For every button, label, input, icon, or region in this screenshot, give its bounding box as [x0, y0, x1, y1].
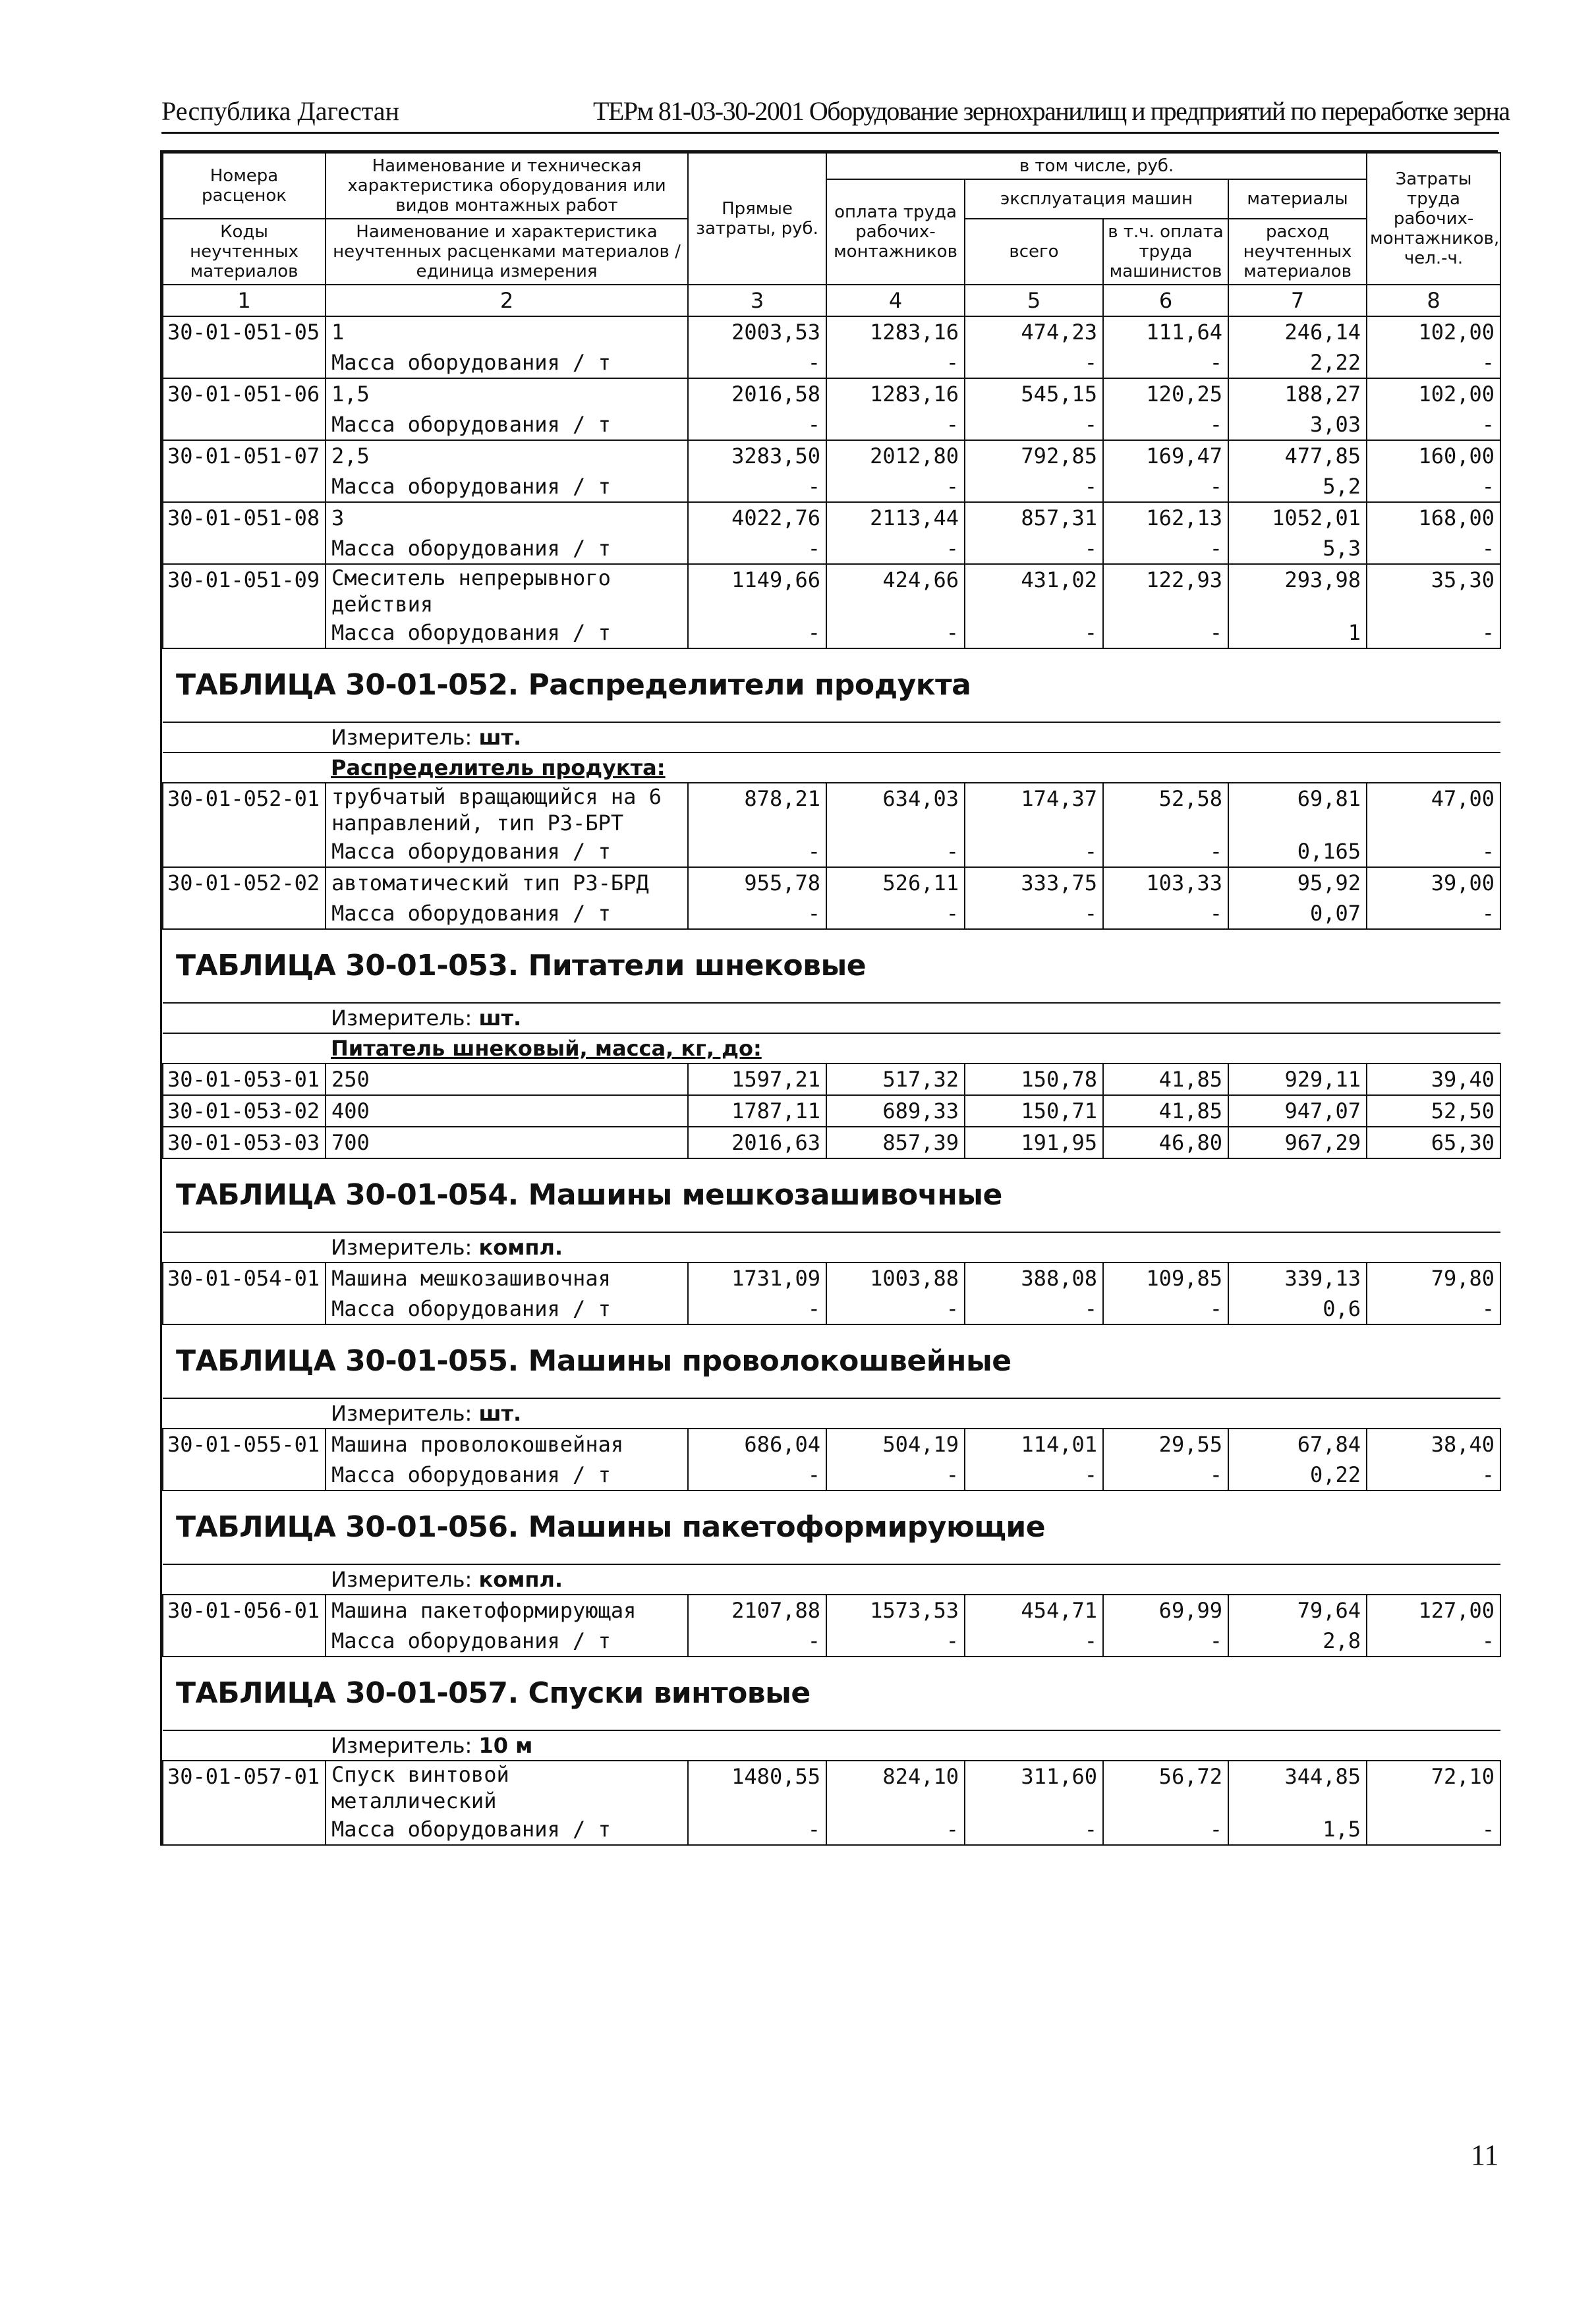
dash-cell: -	[826, 617, 965, 648]
mass-label: Масса оборудования / т	[326, 1460, 688, 1490]
mass-value: 2,22	[1228, 347, 1367, 378]
mass-row	[163, 1293, 1500, 1324]
rate-name: Машина проволокошвейная	[326, 1429, 688, 1460]
table-row	[163, 1127, 1500, 1158]
empty-code-cell	[163, 1626, 326, 1657]
mass-value: 0,165	[1228, 836, 1367, 867]
rate-value-col-5: 388,08	[965, 1263, 1103, 1293]
table-title	[163, 648, 1500, 722]
mass-label: Масса оборудования / т	[326, 347, 688, 378]
dash-cell: -	[1367, 1814, 1500, 1845]
table-row	[163, 502, 1500, 533]
header-rule	[161, 132, 1499, 134]
mass-row	[163, 1814, 1500, 1845]
table-row	[163, 1429, 1500, 1460]
col-worker-pay-header: оплата труда рабочих-монтажников	[826, 179, 965, 285]
col-num-5: 5	[965, 285, 1103, 316]
rate-value-col-4: 1283,16	[826, 378, 965, 409]
dash-cell: -	[826, 1460, 965, 1490]
rate-value-col-5: 311,60	[965, 1761, 1103, 1814]
dash-cell: -	[965, 1814, 1103, 1845]
col-direct-costs-header: Прямые затраты, руб.	[688, 153, 826, 285]
dash-cell: -	[965, 471, 1103, 502]
rate-code: 30-01-055-01	[163, 1429, 326, 1460]
dash-cell: -	[1367, 836, 1500, 867]
rate-value-col-6: 41,85	[1103, 1095, 1228, 1127]
rate-value-col-8: 102,00	[1367, 378, 1500, 409]
mass-row	[163, 836, 1500, 867]
dash-cell: -	[826, 1626, 965, 1657]
rate-value-col-4: 689,33	[826, 1095, 965, 1127]
rate-value-col-8: 47,00	[1367, 783, 1500, 836]
table-measure	[163, 1232, 1500, 1263]
measure-unit: шт.	[478, 725, 522, 750]
mass-row	[163, 1460, 1500, 1490]
column-number-row	[163, 285, 1500, 316]
rate-value-col-5: 114,01	[965, 1429, 1103, 1460]
measure-unit: шт.	[478, 1401, 522, 1426]
rate-value-col-4: 1573,53	[826, 1595, 965, 1626]
measure-unit: компл.	[478, 1235, 563, 1260]
mass-row	[163, 898, 1500, 929]
group-heading-text: Питатель шнековый, масса, кг, до:	[331, 1036, 762, 1061]
rate-value-col-6: 111,64	[1103, 316, 1228, 347]
rate-name: 250	[326, 1064, 688, 1095]
mass-value: 2,8	[1228, 1626, 1367, 1657]
rate-value-col-4: 424,66	[826, 564, 965, 617]
empty-code-cell	[163, 617, 326, 648]
mass-value: 1	[1228, 617, 1367, 648]
rate-value-col-7: 947,07	[1228, 1095, 1367, 1127]
mass-row	[163, 471, 1500, 502]
rate-value-col-6: 29,55	[1103, 1429, 1228, 1460]
table-row	[163, 867, 1500, 898]
dash-cell: -	[1367, 1626, 1500, 1657]
rate-code: 30-01-056-01	[163, 1595, 326, 1626]
mass-label: Масса оборудования / т	[326, 1626, 688, 1657]
empty-code-cell	[163, 409, 326, 440]
rate-value-col-4: 1283,16	[826, 316, 965, 347]
group-heading-text: Распределитель продукта:	[331, 755, 666, 780]
mass-value: 0,07	[1228, 898, 1367, 929]
rate-value-col-8: 127,00	[1367, 1595, 1500, 1626]
rate-value-col-5: 454,71	[965, 1595, 1103, 1626]
page-number: 11	[1471, 2139, 1499, 2171]
table-title-text: ТАБЛИЦА 30-01-054. Машины мешкозашивочные	[176, 1178, 1002, 1212]
table-row	[163, 440, 1500, 471]
rate-value-col-6: 103,33	[1103, 867, 1228, 898]
rate-value-col-7: 293,98	[1228, 564, 1367, 617]
table-title	[163, 1324, 1500, 1398]
mass-label: Масса оборудования / т	[326, 471, 688, 502]
dash-cell: -	[688, 471, 826, 502]
rate-code: 30-01-051-07	[163, 440, 326, 471]
rate-value-col-4: 2012,80	[826, 440, 965, 471]
col-num-7: 7	[1228, 285, 1367, 316]
dash-cell: -	[826, 836, 965, 867]
dash-cell: -	[965, 533, 1103, 564]
rate-value-col-8: 160,00	[1367, 440, 1500, 471]
rate-value-col-6: 56,72	[1103, 1761, 1228, 1814]
table-measure	[163, 1564, 1500, 1595]
dash-cell: -	[1367, 533, 1500, 564]
rate-value-col-4: 526,11	[826, 867, 965, 898]
dash-cell: -	[688, 898, 826, 929]
rate-value-col-8: 39,00	[1367, 867, 1500, 898]
rate-value-col-7: 477,85	[1228, 440, 1367, 471]
rate-name: Машина пакетоформирующая	[326, 1595, 688, 1626]
empty-code-cell	[163, 898, 326, 929]
header-document-title: ТЕРм 81-03-30-2001 Оборудование зернохранилищ и предприятий по переработке зерна	[593, 96, 1510, 126]
dash-cell: -	[1367, 347, 1500, 378]
mass-label: Масса оборудования / т	[326, 533, 688, 564]
rate-value-col-5: 174,37	[965, 783, 1103, 836]
mass-row	[163, 409, 1500, 440]
dash-cell: -	[688, 347, 826, 378]
col-num-8: 8	[1367, 285, 1500, 316]
rate-value-col-4: 634,03	[826, 783, 965, 836]
rate-value-col-8: 38,40	[1367, 1429, 1500, 1460]
col-num-2: 2	[326, 285, 688, 316]
table-row	[163, 1595, 1500, 1626]
dash-cell: -	[1103, 1460, 1228, 1490]
rates-table-frame	[160, 150, 1498, 1846]
measure-label: Измеритель:	[331, 1235, 472, 1260]
table-row	[163, 1095, 1500, 1127]
rate-value-col-4: 504,19	[826, 1429, 965, 1460]
rate-value-col-8: 72,10	[1367, 1761, 1500, 1814]
col-num-4: 4	[826, 285, 965, 316]
measure-label: Измеритель:	[331, 1401, 472, 1426]
rate-value-col-3: 2003,53	[688, 316, 826, 347]
dash-cell: -	[1367, 898, 1500, 929]
dash-cell: -	[826, 1814, 965, 1845]
rate-value-col-5: 474,23	[965, 316, 1103, 347]
table-row	[163, 783, 1500, 836]
rate-value-col-8: 39,40	[1367, 1064, 1500, 1095]
rate-name: 1	[326, 316, 688, 347]
mass-row	[163, 347, 1500, 378]
rate-value-col-7: 79,64	[1228, 1595, 1367, 1626]
rate-code: 30-01-051-09	[163, 564, 326, 617]
rate-value-col-7: 929,11	[1228, 1064, 1367, 1095]
dash-cell: -	[965, 409, 1103, 440]
measure-unit: компл.	[478, 1567, 563, 1592]
col-num-6: 6	[1103, 285, 1228, 316]
rate-value-col-6: 46,80	[1103, 1127, 1228, 1158]
rate-value-col-3: 4022,76	[688, 502, 826, 533]
rate-value-col-7: 1052,01	[1228, 502, 1367, 533]
measure-label: Измеритель:	[331, 1733, 472, 1758]
rate-name: Машина мешкозашивочная	[326, 1263, 688, 1293]
dash-cell: -	[1103, 409, 1228, 440]
rate-value-col-8: 65,30	[1367, 1127, 1500, 1158]
rate-value-col-7: 69,81	[1228, 783, 1367, 836]
table-measure	[163, 1730, 1500, 1761]
rate-name: 1,5	[326, 378, 688, 409]
group-heading	[163, 1033, 1500, 1064]
rate-value-col-3: 1149,66	[688, 564, 826, 617]
dash-cell: -	[688, 836, 826, 867]
table-title-text: ТАБЛИЦА 30-01-056. Машины пакетоформирующие	[176, 1510, 1046, 1544]
dash-cell: -	[965, 617, 1103, 648]
mass-value: 5,3	[1228, 533, 1367, 564]
col-machine-ops-header: эксплуатация машин	[965, 179, 1228, 219]
measure-unit: шт.	[478, 1006, 522, 1031]
table-title-text: ТАБЛИЦА 30-01-053. Питатели шнековые	[176, 949, 867, 982]
rate-value-col-4: 2113,44	[826, 502, 965, 533]
rate-value-col-8: 35,30	[1367, 564, 1500, 617]
empty-code-cell	[163, 533, 326, 564]
rate-value-col-3: 1787,11	[688, 1095, 826, 1127]
col-machinist-pay-header: в т.ч. оплата труда машинистов	[1103, 219, 1228, 285]
mass-value: 1,5	[1228, 1814, 1367, 1845]
empty-code-cell	[163, 347, 326, 378]
measure-label: Измеритель:	[331, 1006, 472, 1031]
mass-label: Масса оборудования / т	[326, 409, 688, 440]
empty-code-cell	[163, 836, 326, 867]
rate-value-col-6: 109,85	[1103, 1263, 1228, 1293]
table-row	[163, 1263, 1500, 1293]
rate-code: 30-01-051-06	[163, 378, 326, 409]
dash-cell: -	[826, 409, 965, 440]
col-num-3: 3	[688, 285, 826, 316]
dash-cell: -	[688, 409, 826, 440]
dash-cell: -	[688, 1293, 826, 1324]
rate-value-col-6: 162,13	[1103, 502, 1228, 533]
rate-value-col-8: 52,50	[1367, 1095, 1500, 1127]
dash-cell: -	[826, 347, 965, 378]
table-title	[163, 1158, 1500, 1232]
rate-name: 400	[326, 1095, 688, 1127]
table-measure	[163, 1003, 1500, 1033]
rate-value-col-5: 431,02	[965, 564, 1103, 617]
rate-name: 700	[326, 1127, 688, 1158]
rate-value-col-4: 1003,88	[826, 1263, 965, 1293]
rate-value-col-8: 79,80	[1367, 1263, 1500, 1293]
rate-value-col-7: 188,27	[1228, 378, 1367, 409]
rate-value-col-3: 955,78	[688, 867, 826, 898]
table-measure	[163, 1398, 1500, 1429]
col-rate-number-header: Номера расценок	[163, 153, 326, 219]
rate-value-col-4: 517,32	[826, 1064, 965, 1095]
rate-value-col-7: 339,13	[1228, 1263, 1367, 1293]
rate-value-col-5: 857,31	[965, 502, 1103, 533]
dash-cell: -	[965, 1460, 1103, 1490]
rate-value-col-3: 3283,50	[688, 440, 826, 471]
header-region: Республика Дагестан	[161, 96, 399, 126]
mass-label: Масса оборудования / т	[326, 617, 688, 648]
rate-value-col-6: 120,25	[1103, 378, 1228, 409]
table-title-text: ТАБЛИЦА 30-01-052. Распределители продукта	[176, 668, 971, 702]
rate-value-col-4: 824,10	[826, 1761, 965, 1814]
dash-cell: -	[1367, 1293, 1500, 1324]
table-title-text: ТАБЛИЦА 30-01-055. Машины проволокошвейные	[176, 1344, 1012, 1378]
rate-value-col-8: 168,00	[1367, 502, 1500, 533]
rate-name: трубчатый вращающийся на 6 направлений, тип РЗ-БРТ	[326, 783, 688, 836]
rate-value-col-3: 686,04	[688, 1429, 826, 1460]
mass-row	[163, 1626, 1500, 1657]
mass-value: 5,2	[1228, 471, 1367, 502]
dash-cell: -	[965, 347, 1103, 378]
empty-code-cell	[163, 1814, 326, 1845]
dash-cell: -	[965, 898, 1103, 929]
mass-value: 3,03	[1228, 409, 1367, 440]
dash-cell: -	[1103, 1293, 1228, 1324]
mass-value: 0,22	[1228, 1460, 1367, 1490]
mass-row	[163, 617, 1500, 648]
table-row	[163, 564, 1500, 617]
col-name-header: Наименование и техническая характеристика оборудования или видов монтажных работ	[326, 153, 688, 219]
dash-cell: -	[826, 533, 965, 564]
mass-label: Масса оборудования / т	[326, 836, 688, 867]
rate-value-col-3: 2107,88	[688, 1595, 826, 1626]
mass-value: 0,6	[1228, 1293, 1367, 1324]
rate-value-col-7: 344,85	[1228, 1761, 1367, 1814]
rate-name: 2,5	[326, 440, 688, 471]
rate-value-col-3: 878,21	[688, 783, 826, 836]
col-materials-header: материалы	[1228, 179, 1367, 219]
rate-value-col-3: 1731,09	[688, 1263, 826, 1293]
dash-cell: -	[965, 836, 1103, 867]
rate-code: 30-01-053-02	[163, 1095, 326, 1127]
col-material-use-header: расход неучтенных материалов	[1228, 219, 1367, 285]
table-row	[163, 1064, 1500, 1095]
col-material-codes-header: Коды неучтенных материалов	[163, 219, 326, 285]
rate-value-col-6: 122,93	[1103, 564, 1228, 617]
table-row	[163, 1761, 1500, 1814]
rate-code: 30-01-057-01	[163, 1761, 326, 1814]
dash-cell: -	[1103, 898, 1228, 929]
rate-name: Спуск винтовой металлический	[326, 1761, 688, 1814]
table-title-text: ТАБЛИЦА 30-01-057. Спуски винтовые	[176, 1676, 811, 1710]
table-row	[163, 378, 1500, 409]
col-labor-hours-header: Затраты труда рабочих-монтажников, чел.-ч.	[1367, 153, 1500, 285]
dash-cell: -	[688, 1814, 826, 1845]
dash-cell: -	[965, 1293, 1103, 1324]
dash-cell: -	[826, 898, 965, 929]
mass-label: Масса оборудования / т	[326, 898, 688, 929]
dash-cell: -	[688, 617, 826, 648]
rate-value-col-5: 150,71	[965, 1095, 1103, 1127]
column-header-row-1	[163, 153, 1500, 179]
rates-table	[162, 152, 1501, 1846]
dash-cell: -	[1367, 617, 1500, 648]
dash-cell: -	[1367, 1460, 1500, 1490]
empty-code-cell	[163, 1460, 326, 1490]
dash-cell: -	[1103, 836, 1228, 867]
rate-name: автоматический тип РЗ-БРД	[326, 867, 688, 898]
col-including-header: в том числе, руб.	[826, 153, 1367, 179]
dash-cell: -	[1103, 1814, 1228, 1845]
col-material-names-header: Наименование и характеристика неучтенных расценками материалов / единица измерения	[326, 219, 688, 285]
rate-value-col-6: 169,47	[1103, 440, 1228, 471]
rate-value-col-7: 967,29	[1228, 1127, 1367, 1158]
table-row	[163, 316, 1500, 347]
rate-value-col-3: 2016,63	[688, 1127, 826, 1158]
dash-cell: -	[688, 533, 826, 564]
dash-cell: -	[1103, 1626, 1228, 1657]
rate-code: 30-01-052-02	[163, 867, 326, 898]
rate-value-col-7: 67,84	[1228, 1429, 1367, 1460]
dash-cell: -	[1103, 617, 1228, 648]
dash-cell: -	[1103, 347, 1228, 378]
mass-label: Масса оборудования / т	[326, 1293, 688, 1324]
rate-value-col-3: 2016,58	[688, 378, 826, 409]
col-machines-total-header: всего	[965, 219, 1103, 285]
rate-value-col-6: 52,58	[1103, 783, 1228, 836]
rate-value-col-4: 857,39	[826, 1127, 965, 1158]
rate-value-col-7: 246,14	[1228, 316, 1367, 347]
rate-value-col-7: 95,92	[1228, 867, 1367, 898]
rate-value-col-3: 1597,21	[688, 1064, 826, 1095]
table-title	[163, 1657, 1500, 1730]
dash-cell: -	[1103, 533, 1228, 564]
table-title	[163, 929, 1500, 1003]
dash-cell: -	[1103, 471, 1228, 502]
rate-code: 30-01-054-01	[163, 1263, 326, 1293]
rate-value-col-3: 1480,55	[688, 1761, 826, 1814]
rate-code: 30-01-051-08	[163, 502, 326, 533]
dash-cell: -	[688, 1460, 826, 1490]
group-heading	[163, 752, 1500, 783]
rate-name: Смеситель непрерывного действия	[326, 564, 688, 617]
rate-value-col-5: 333,75	[965, 867, 1103, 898]
rate-code: 30-01-053-01	[163, 1064, 326, 1095]
dash-cell: -	[1367, 409, 1500, 440]
measure-unit: 10 м	[478, 1733, 533, 1758]
mass-label: Масса оборудования / т	[326, 1814, 688, 1845]
measure-label: Измеритель:	[331, 725, 472, 750]
empty-code-cell	[163, 1293, 326, 1324]
rate-name: 3	[326, 502, 688, 533]
mass-row	[163, 533, 1500, 564]
dash-cell: -	[965, 1626, 1103, 1657]
dash-cell: -	[688, 1626, 826, 1657]
rate-value-col-5: 191,95	[965, 1127, 1103, 1158]
rate-value-col-5: 150,78	[965, 1064, 1103, 1095]
measure-label: Измеритель:	[331, 1567, 472, 1592]
rate-code: 30-01-053-03	[163, 1127, 326, 1158]
table-measure	[163, 722, 1500, 752]
dash-cell: -	[1367, 471, 1500, 502]
dash-cell: -	[826, 471, 965, 502]
table-title	[163, 1490, 1500, 1564]
empty-code-cell	[163, 471, 326, 502]
rate-value-col-6: 69,99	[1103, 1595, 1228, 1626]
rate-code: 30-01-051-05	[163, 316, 326, 347]
dash-cell: -	[826, 1293, 965, 1324]
rate-value-col-5: 792,85	[965, 440, 1103, 471]
rate-code: 30-01-052-01	[163, 783, 326, 836]
col-num-1: 1	[163, 285, 326, 316]
rate-value-col-8: 102,00	[1367, 316, 1500, 347]
rate-value-col-6: 41,85	[1103, 1064, 1228, 1095]
rate-value-col-5: 545,15	[965, 378, 1103, 409]
